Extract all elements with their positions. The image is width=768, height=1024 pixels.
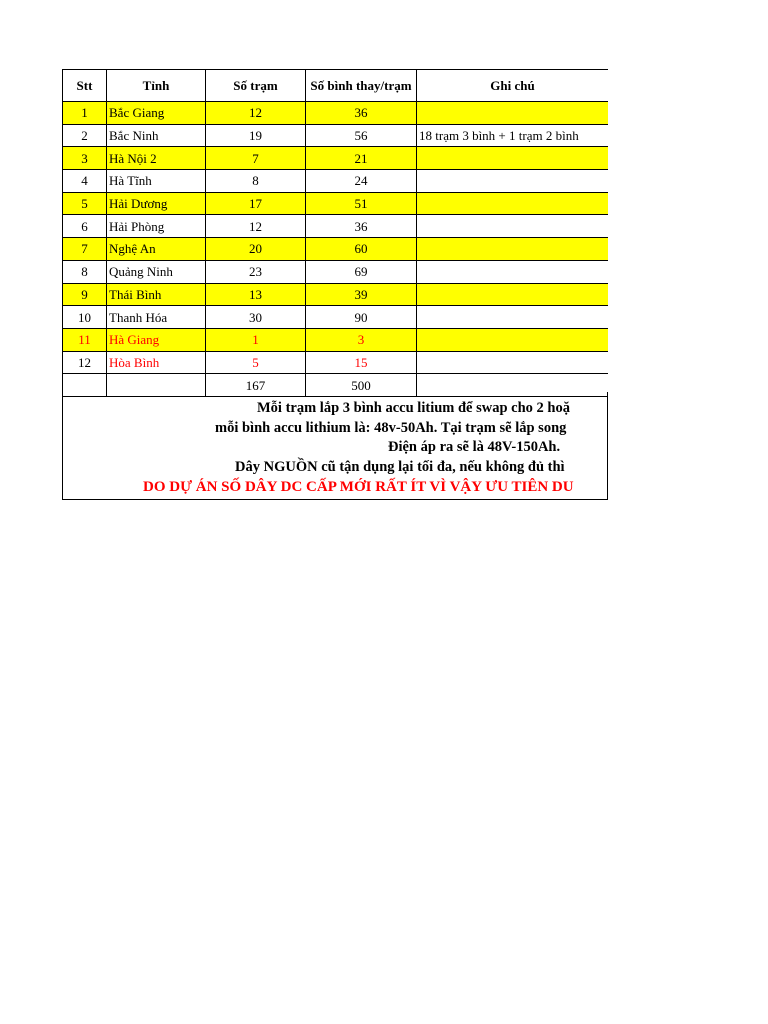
cell-stt[interactable]: 8 xyxy=(63,260,107,283)
cell-so-tram[interactable]: 30 xyxy=(206,306,306,329)
cell-so-tram[interactable]: 12 xyxy=(206,102,306,125)
cell-stt[interactable]: 5 xyxy=(63,192,107,215)
table-row xyxy=(63,102,609,125)
table-row xyxy=(63,124,609,147)
cell-tinh[interactable]: Quảng Ninh xyxy=(107,260,206,283)
cell-so-binh[interactable]: 90 xyxy=(306,306,417,329)
header-so-tram[interactable]: Số trạm xyxy=(206,70,306,102)
table-row xyxy=(63,238,609,261)
cell-tinh[interactable]: Hà Tĩnh xyxy=(107,170,206,193)
cell-so-binh[interactable]: 15 xyxy=(306,351,417,374)
table-row xyxy=(63,192,609,215)
cell-stt[interactable]: 7 xyxy=(63,238,107,261)
cell-so-tram[interactable]: 23 xyxy=(206,260,306,283)
table-row xyxy=(63,351,609,374)
cell-so-tram[interactable]: 8 xyxy=(206,170,306,193)
cell-so-tram[interactable]: 17 xyxy=(206,192,306,215)
header-tinh[interactable]: Tỉnh xyxy=(107,70,206,102)
note-line-4: Dây NGUỒN cũ tận dụng lại tối đa, nếu không đủ thì xyxy=(235,459,565,475)
cell-ghi-chu[interactable] xyxy=(417,170,609,193)
table-row xyxy=(63,283,609,306)
cell-tinh[interactable]: Nghệ An xyxy=(107,238,206,261)
cell-tinh[interactable]: Bắc Ninh xyxy=(107,124,206,147)
cell-so-binh[interactable]: 36 xyxy=(306,102,417,125)
cell-ghi-chu[interactable] xyxy=(417,192,609,215)
notes-box[interactable] xyxy=(62,392,608,500)
table-row xyxy=(63,260,609,283)
cell-so-binh[interactable]: 36 xyxy=(306,215,417,238)
spreadsheet xyxy=(62,69,608,500)
cell-so-binh[interactable]: 24 xyxy=(306,170,417,193)
cell-total-so-binh[interactable]: 500 xyxy=(306,374,417,397)
cell-ghi-chu[interactable] xyxy=(417,260,609,283)
table-row xyxy=(63,147,609,170)
cell-ghi-chu[interactable] xyxy=(417,102,609,125)
cell-total-so-tram[interactable]: 167 xyxy=(206,374,306,397)
header-row xyxy=(63,70,609,102)
cell-tinh[interactable]: Thanh Hóa xyxy=(107,306,206,329)
cell-so-tram[interactable]: 19 xyxy=(206,124,306,147)
cell-so-binh[interactable]: 69 xyxy=(306,260,417,283)
cell-tinh[interactable]: Hải Dương xyxy=(107,192,206,215)
cell-ghi-chu[interactable] xyxy=(417,238,609,261)
cell-ghi-chu[interactable]: 18 trạm 3 bình + 1 trạm 2 bình xyxy=(417,124,609,147)
cell-stt[interactable]: 9 xyxy=(63,283,107,306)
cell-ghi-chu[interactable] xyxy=(417,328,609,351)
cell-ghi-chu[interactable] xyxy=(417,147,609,170)
cell-ghi-chu[interactable] xyxy=(417,306,609,329)
cell-ghi-chu[interactable] xyxy=(417,283,609,306)
table-row xyxy=(63,215,609,238)
table-row xyxy=(63,328,609,351)
table-row xyxy=(63,170,609,193)
cell-stt[interactable]: 12 xyxy=(63,351,107,374)
cell-so-tram[interactable]: 13 xyxy=(206,283,306,306)
table-row xyxy=(63,306,609,329)
cell-tinh[interactable]: Thái Bình xyxy=(107,283,206,306)
note-line-1: Mỗi trạm lắp 3 bình accu litium để swap cho 2 hoặ xyxy=(257,400,570,416)
cell-so-binh[interactable]: 60 xyxy=(306,238,417,261)
cell-tinh[interactable]: Bắc Giang xyxy=(107,102,206,125)
cell-tinh[interactable]: Hà Nội 2 xyxy=(107,147,206,170)
cell-ghi-chu[interactable] xyxy=(417,351,609,374)
header-so-binh[interactable]: Số bình thay/trạm xyxy=(306,70,417,102)
cell-so-tram[interactable]: 5 xyxy=(206,351,306,374)
note-line-warning: DO DỰ ÁN SỐ DÂY DC CẤP MỚI RẤT ÍT VÌ VẬY ƯU TIÊN DU xyxy=(143,479,574,495)
cell-so-binh[interactable]: 21 xyxy=(306,147,417,170)
cell-so-binh[interactable]: 39 xyxy=(306,283,417,306)
station-table xyxy=(62,69,608,397)
cell-stt[interactable]: 4 xyxy=(63,170,107,193)
cell-so-tram[interactable]: 12 xyxy=(206,215,306,238)
cell-ghi-chu[interactable] xyxy=(417,215,609,238)
cell-stt[interactable]: 10 xyxy=(63,306,107,329)
cell-stt[interactable]: 3 xyxy=(63,147,107,170)
cell-so-tram[interactable]: 1 xyxy=(206,328,306,351)
cell-so-binh[interactable]: 51 xyxy=(306,192,417,215)
cell-so-binh[interactable]: 3 xyxy=(306,328,417,351)
cell-tinh[interactable]: Hà Giang xyxy=(107,328,206,351)
header-ghi-chu[interactable]: Ghi chú xyxy=(417,70,609,102)
cell-stt[interactable]: 2 xyxy=(63,124,107,147)
note-line-2: mỗi bình accu lithium là: 48v-50Ah. Tại trạm sẽ lắp song xyxy=(215,420,567,436)
cell-so-tram[interactable]: 20 xyxy=(206,238,306,261)
note-line-3: Điện áp ra sẽ là 48V-150Ah. xyxy=(388,439,561,455)
cell-stt[interactable]: 1 xyxy=(63,102,107,125)
cell-tinh[interactable]: Hòa Bình xyxy=(107,351,206,374)
cell-so-tram[interactable]: 7 xyxy=(206,147,306,170)
cell-stt[interactable]: 11 xyxy=(63,328,107,351)
cell-tinh[interactable]: Hải Phòng xyxy=(107,215,206,238)
header-stt[interactable]: Stt xyxy=(63,70,107,102)
cell-stt[interactable]: 6 xyxy=(63,215,107,238)
cell-so-binh[interactable]: 56 xyxy=(306,124,417,147)
